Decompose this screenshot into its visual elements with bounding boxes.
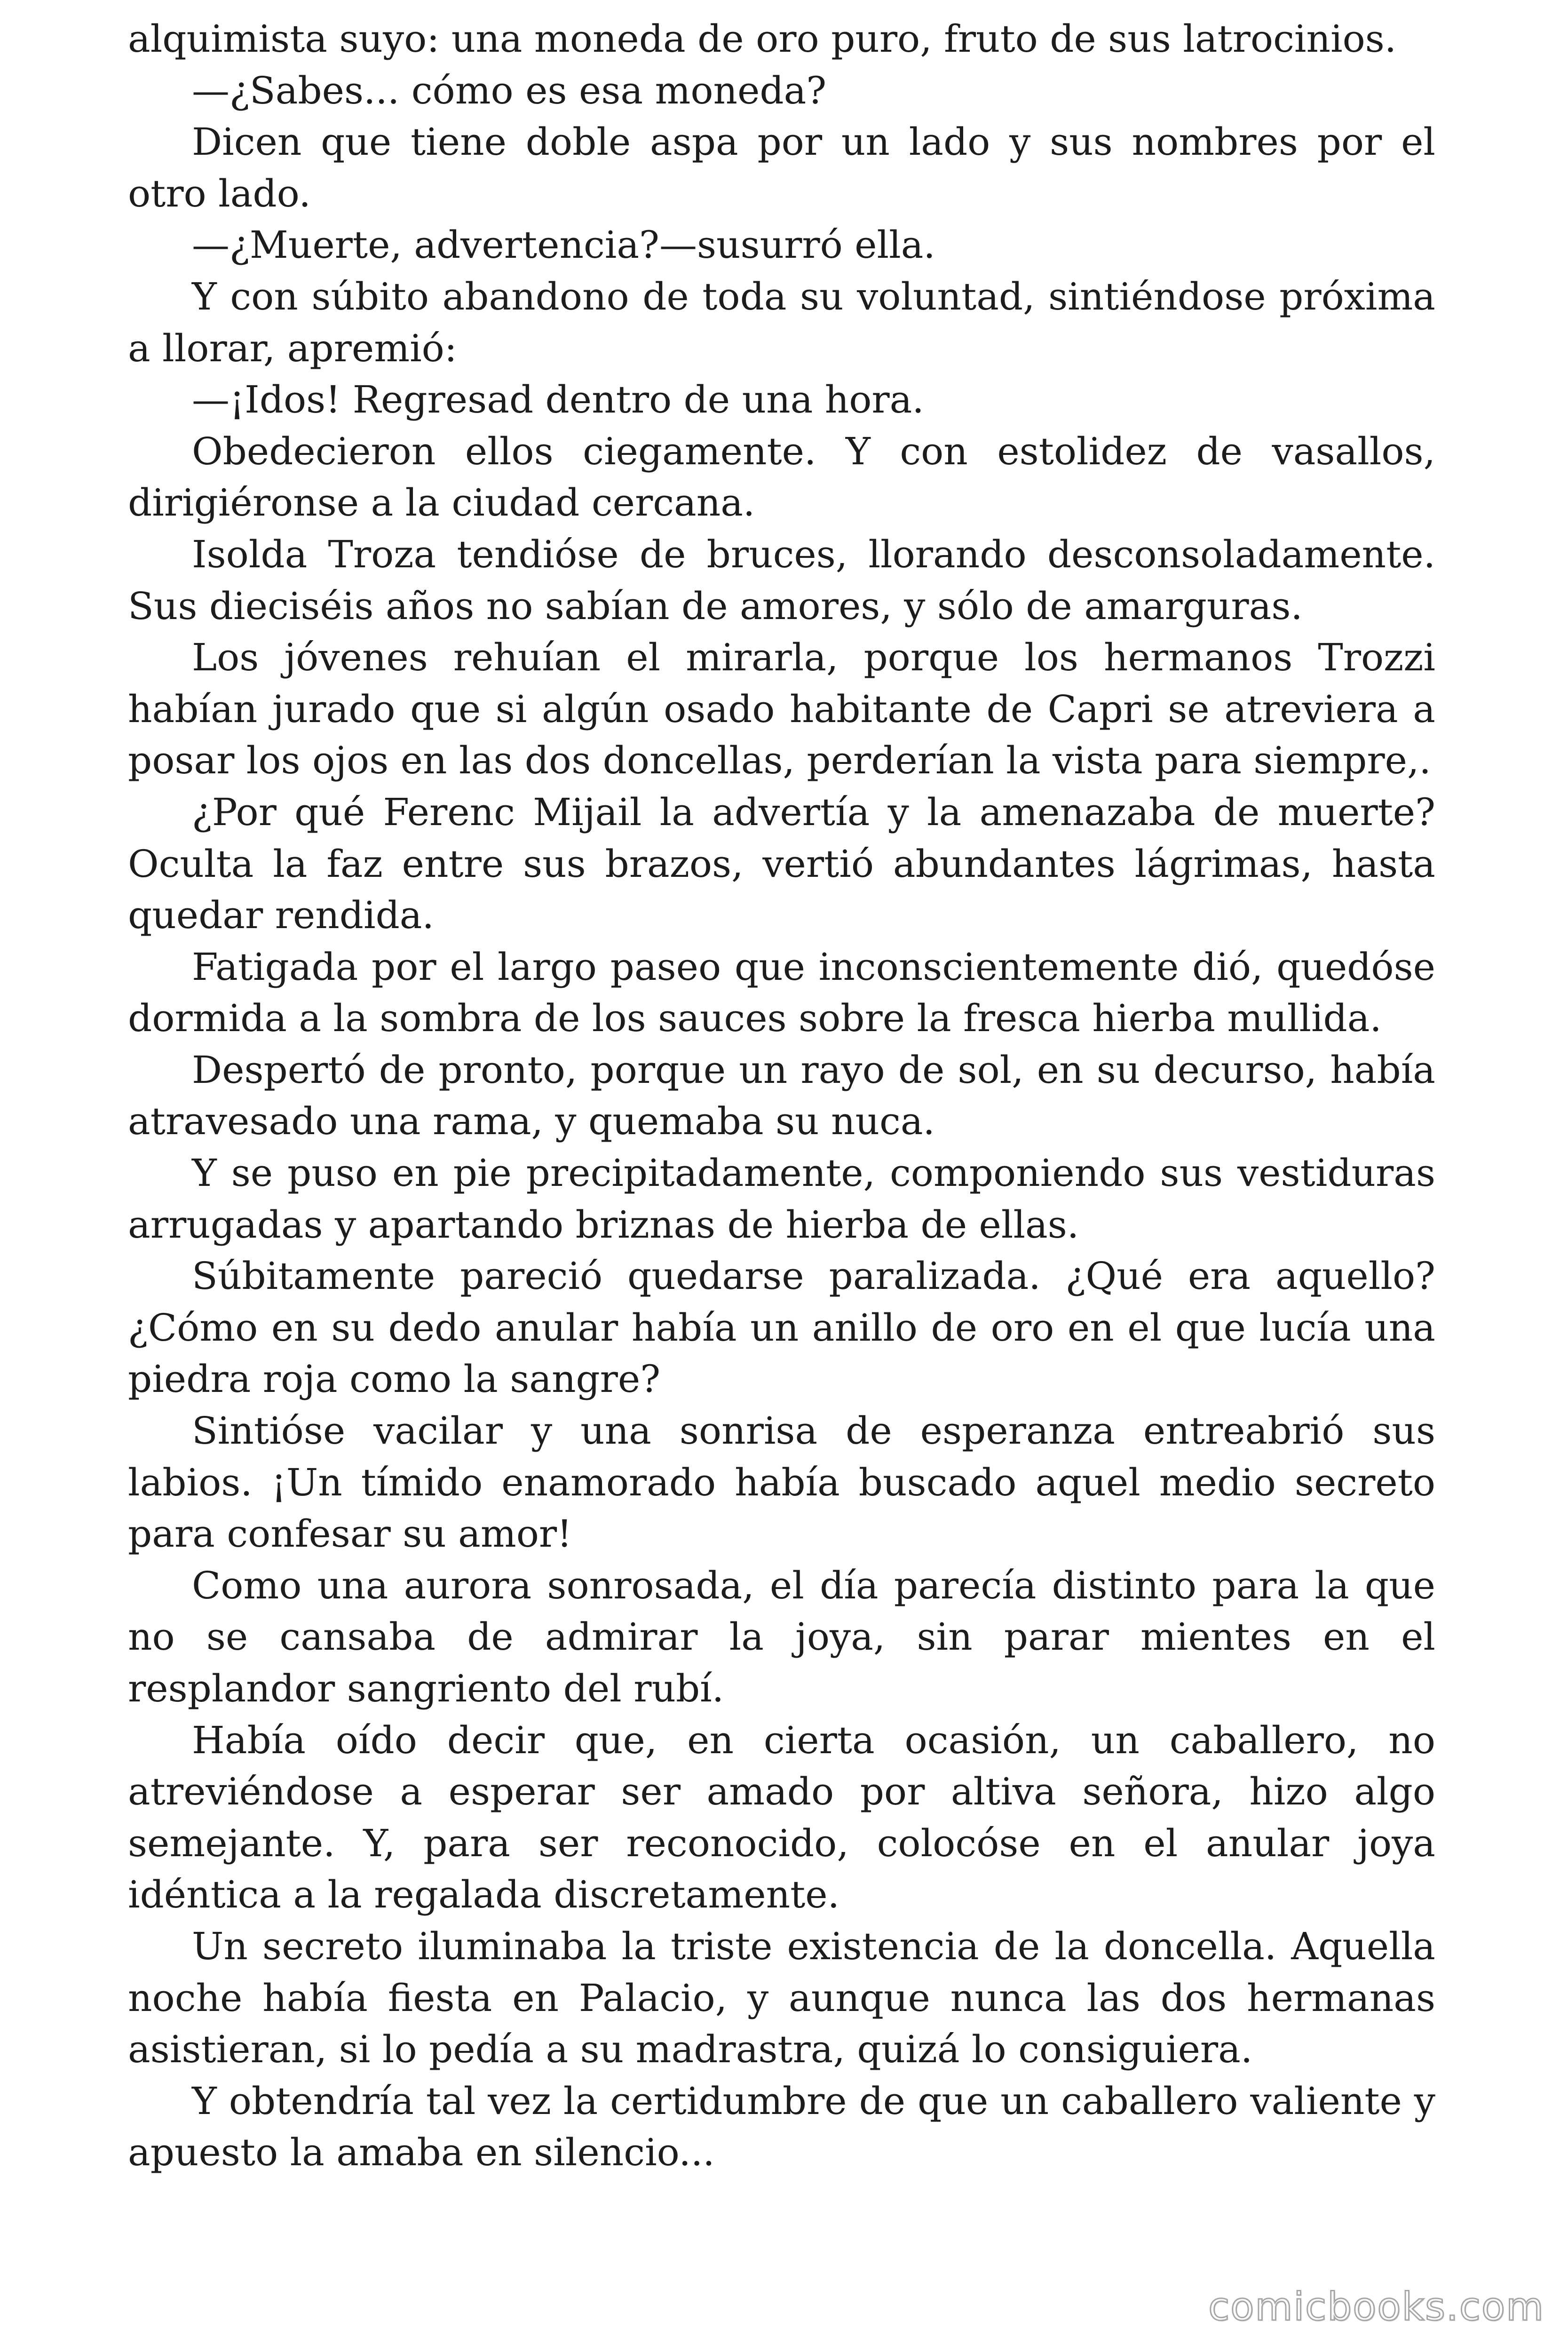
paragraph: Despertó de pronto, porque un rayo de sol, en su decurso, había atravesado una rama, y quemaba su nuca.	[128, 1048, 1435, 1144]
paragraph: Obedecieron ellos ciegamente. Y con estolidez de vasallos, dirigiéronse a la ciudad cercana.	[128, 429, 1435, 525]
paragraph: Fatigada por el largo paseo que inconscientemente dió, quedóse dormida a la sombra de los sauces sobre la fresca hierba mullida.	[128, 945, 1435, 1041]
paragraph: Dicen que tiene doble aspa por un lado y sus nombres por el otro lado.	[128, 120, 1435, 215]
paragraph: Isolda Troza tendióse de bruces, llorando desconsoladamente. Sus dieciséis años no sabían de amores, y sólo de amarguras.	[128, 532, 1435, 628]
paragraph: ¿Por qué Ferenc Mijail la advertía y la amenazaba de muerte? Oculta la faz entre sus brazos, vertió abundantes lágrimas, hasta quedar rendida.	[128, 790, 1435, 938]
paragraph: —¿Muerte, advertencia?—susurró ella.	[192, 223, 935, 267]
paragraph: Y con súbito abandono de toda su voluntad, sintiéndose próxima a llorar, apremió:	[128, 274, 1435, 370]
paragraph: Los jóvenes rehuían el mirarla, porque los hermanos Trozzi habían jurado que si algún osado habitante de Capri se atreviera a posar los ojos en las dos doncellas, perderían la vista para siempre,.	[128, 636, 1435, 783]
paragraph: Y se puso en pie precipitadamente, componiendo sus vestiduras arrugadas y apartando briznas de hierba de ellas.	[128, 1151, 1435, 1247]
paragraph: —¿Sabes... cómo es esa moneda?	[192, 68, 827, 112]
paragraph: alquimista suyo: una moneda de oro puro, fruto de sus latrocinios.	[128, 17, 1397, 61]
paragraph: Había oído decir que, en cierta ocasión, un caballero, no atreviéndose a esperar ser amado por altiva señora, hizo algo semejante. Y, para ser reconocido, colocóse en el anular joya idéntica a la regalada discretamente.	[128, 1718, 1435, 1917]
paragraph: Como una aurora sonrosada, el día parecía distinto para la que no se cansaba de admirar la joya, sin parar mientes en el resplandor sangriento del rubí.	[128, 1563, 1435, 1710]
watermark-logo: comicbooks.com	[1208, 2285, 1544, 2329]
paragraph: Un secreto iluminaba la triste existencia de la doncella. Aquella noche había fiesta en Palacio, y aunque nunca las dos hermanas asistieran, si lo pedía a su madrastra, quizá lo consiguiera.	[128, 1924, 1435, 2072]
paragraph: Sintióse vacilar y una sonrisa de esperanza entreabrió sus labios. ¡Un tímido enamorado había buscado aquel medio secreto para confesar su amor!	[128, 1409, 1435, 1556]
page-text	[128, 13, 1435, 2178]
paragraph: Y obtendría tal vez la certidumbre de que un caballero valiente y apuesto la amaba en silencio...	[128, 2079, 1435, 2175]
paragraph: —¡Idos! Regresad dentro de una hora.	[192, 378, 924, 422]
paragraph: Súbitamente pareció quedarse paralizada. ¿Qué era aquello? ¿Cómo en su dedo anular había un anillo de oro en el que lucía una piedra roja como la sangre?	[128, 1254, 1435, 1401]
